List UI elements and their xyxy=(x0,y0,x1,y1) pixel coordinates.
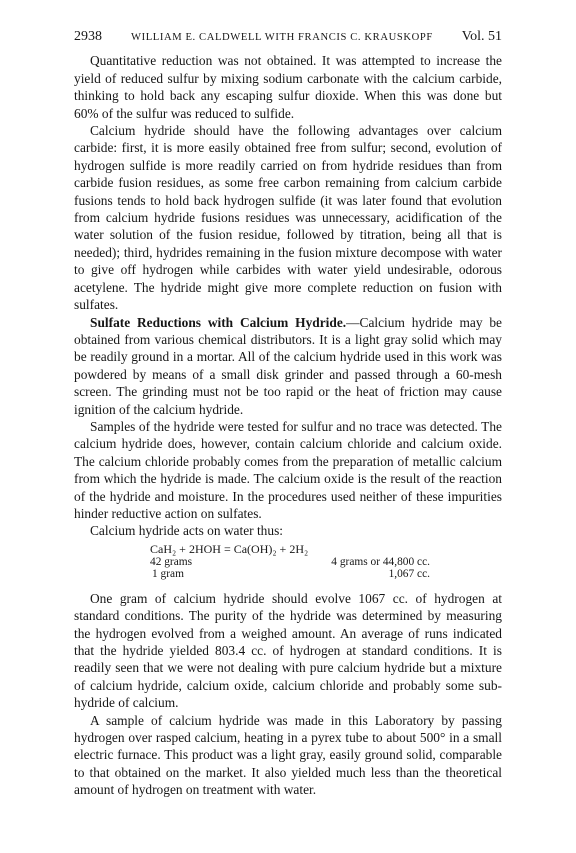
page-number: 2938 xyxy=(74,29,102,44)
paragraph-7: A sample of calcium hydride was made in this Laboratory by passing hydrogen over rasped calcium, heating in a pyrex tube to about 500° in a small electric furnace. This product was a light gray, easily ground solid, comparable to that obtained on the market. It also yielded much less than the theoretical amount of hydrogen on treatment with water. xyxy=(74,712,502,798)
equation-mass-1: 1 gram xyxy=(152,567,184,580)
equation-yield-1067: 1,067 cc. xyxy=(388,567,430,580)
equation-mass-42: 42 grams xyxy=(150,555,193,568)
paragraph-2: Calcium hydride should have the following advantages over calcium carbide: first, it is more easily obtained free from sulfur; second, evolution of hydrogen sulfide is more readily carried on from hydride residues than from carbide fusion residues, as some free carbon remaining from calcium carbide fusions tends to hold back hydrogen sulfide (it was later found that evolution from calcium hydride fusions residues was unnecessary, acidification of the water solution of the fusion residue, followed by titration, being all that is needed); third, hydrides remaining in the fusion mixture decompose with water to give off hydrogen while carbides with water yield undesirable, odorous acetylene. The hydride might give more complete reduction on fusion with sulfates. xyxy=(74,123,502,313)
paragraph-4: Samples of the hydride were tested for sulfur and no trace was detected. The calcium hydride does, however, contain calcium chloride and calcium oxide. The calcium chloride probably comes from the preparation of metallic calcium from which the hydride is made. The calcium oxide is the result of the reaction of the hydride and moisture. In the procedures used neither of these impurities hinder reductive action on sulfates. xyxy=(74,418,502,521)
page xyxy=(74,28,502,799)
equation-formula: CaH₂ + 2HOH = Ca(OH)₂ + 2H₂ xyxy=(150,541,309,556)
reaction-equation xyxy=(150,542,502,580)
paragraph-5: Calcium hydride acts on water thus: xyxy=(90,523,284,539)
equation-yield-4: 4 grams or 44,800 cc. xyxy=(331,555,430,568)
running-title: WILLIAM E. CALDWELL WITH FRANCIS C. KRAUSKOPF xyxy=(130,32,433,43)
section-heading: Sulfate Reductions with Calcium Hydride. xyxy=(90,314,347,330)
running-header xyxy=(74,28,502,46)
paragraph-1: Quantitative reduction was not obtained. It was attempted to increase the yield of reduced sulfur by mixing sodium carbonate with the calcium carbide, thinking to hold back any escaping sulfur dioxide. When this was done but 60% of the sulfur was reduced to sulfide. xyxy=(74,53,502,121)
paragraph-3-body: —Calcium hydride may be obtained from various chemical distributors. It is a light gray solid which may be readily ground in a mortar. All of the calcium hydride used in this work was powdered by means of a small disk grinder and passed through a 60-mesh screen. The grinding must not be too rapid or the heat of friction may cause ignition of the calcium hydride. xyxy=(74,314,502,417)
volume-label: Vol. 51 xyxy=(461,29,502,44)
paragraph-6: One gram of calcium hydride should evolve 1067 cc. of hydrogen at standard conditions. The purity of the hydride was determined by measuring the hydrogen evolved from a weighed amount. An average of runs indicated that the hydride yielded 803.4 cc. of hydrogen at standard conditions. It is readily seen that we were not dealing with pure calcium hydride but a mixture of calcium hydride, calcium oxide, calcium chloride and probably some sub-hydride of calcium. xyxy=(74,590,502,711)
paragraph-3 xyxy=(74,314,502,418)
